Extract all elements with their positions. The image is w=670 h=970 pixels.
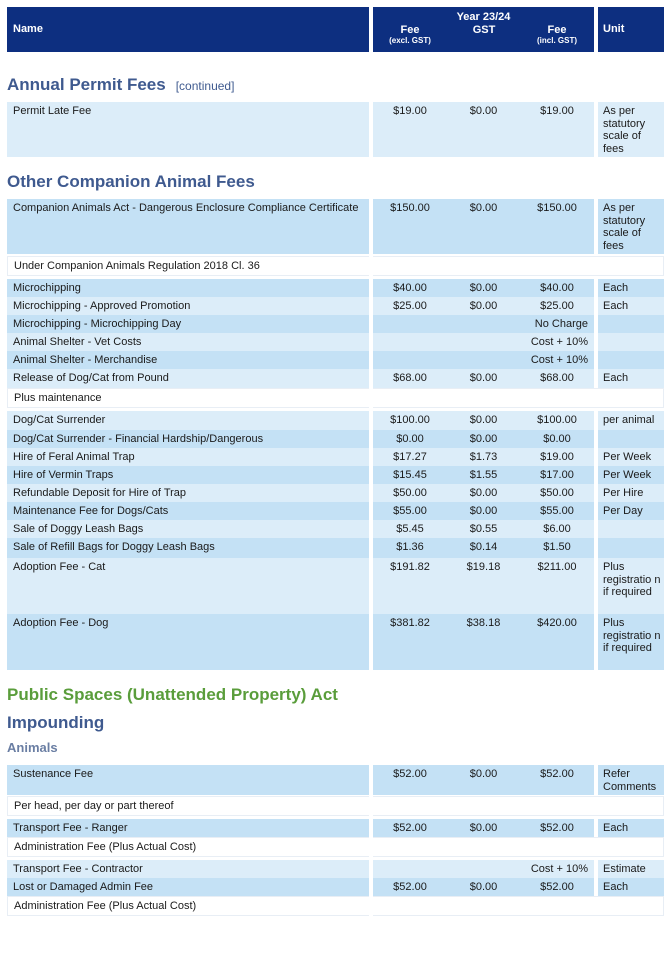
table-row (7, 502, 664, 520)
table-row (7, 430, 664, 448)
row-note: Per head, per day or part thereof (7, 796, 369, 816)
row-fee: $40.00 (373, 279, 447, 297)
table-header (7, 7, 664, 52)
row-fee-incl: $25.00 (520, 297, 594, 315)
row-fee: $5.45 (373, 520, 447, 538)
table-row (7, 448, 664, 466)
table-row (7, 520, 664, 538)
row-note-blank (373, 388, 664, 408)
row-gst: $0.00 (447, 765, 520, 795)
row-fee: $50.00 (373, 484, 447, 502)
row-gst: $0.00 (447, 279, 520, 297)
table-row (7, 315, 664, 333)
row-fee: $52.00 (373, 819, 447, 837)
row-gst: $0.00 (447, 484, 520, 502)
row-fee-incl: $150.00 (520, 199, 594, 254)
row-fee: $150.00 (373, 199, 447, 254)
row-note-blank (373, 256, 664, 276)
row-name: Sale of Refill Bags for Doggy Leash Bags (7, 538, 369, 558)
row-fee: $100.00 (373, 411, 447, 430)
row-name: Adoption Fee - Dog (7, 614, 369, 670)
row-fee: $191.82 (373, 558, 447, 614)
row-gst: $19.18 (447, 558, 520, 614)
row-fee-incl: $420.00 (520, 614, 594, 670)
row-name: Microchipping - Microchipping Day (7, 315, 369, 333)
row-unit: Per Week (598, 448, 664, 466)
row-unit: Refer Comments (598, 765, 664, 795)
row-gst: $0.00 (447, 102, 520, 157)
row-gst: $0.00 (447, 878, 520, 896)
row-fee-incl: $1.50 (520, 538, 594, 558)
row-unit: Estimate (598, 860, 664, 878)
header-fee-incl-label: Fee (547, 24, 567, 36)
row-fee: $0.00 (373, 430, 447, 448)
row-note: Administration Fee (Plus Actual Cost) (7, 896, 369, 916)
row-unit: per animal (598, 411, 664, 430)
table-row-note (7, 837, 664, 857)
row-name: Sale of Doggy Leash Bags (7, 520, 369, 538)
row-name: Companion Animals Act - Dangerous Enclosure Compliance Certificate (7, 199, 369, 254)
row-unit (598, 430, 664, 448)
row-fee: $15.45 (373, 466, 447, 484)
row-fee-incl: $211.00 (520, 558, 594, 614)
row-fee-incl: $0.00 (520, 430, 594, 448)
row-unit (598, 333, 664, 351)
header-fee-label: Fee (400, 24, 420, 36)
header-fee-incl (520, 24, 594, 46)
table-row (7, 411, 664, 430)
row-unit: Per Week (598, 466, 664, 484)
row-fee-span: Cost + 10% (373, 860, 594, 878)
row-note-blank (373, 837, 664, 857)
row-note: Plus maintenance (7, 388, 369, 408)
row-fee-incl: $50.00 (520, 484, 594, 502)
table-row (7, 297, 664, 315)
row-gst: $1.55 (447, 466, 520, 484)
table-row (7, 102, 664, 157)
header-fee-excl (373, 24, 447, 46)
row-gst: $38.18 (447, 614, 520, 670)
row-fee: $1.36 (373, 538, 447, 558)
section-annual-permit-fees (7, 75, 234, 95)
table-row (7, 333, 664, 351)
row-fee-incl: $19.00 (520, 102, 594, 157)
section-animals: Animals (7, 740, 58, 755)
row-name: Transport Fee - Ranger (7, 819, 369, 837)
row-note: Administration Fee (Plus Actual Cost) (7, 837, 369, 857)
table-row (7, 819, 664, 837)
table-row (7, 765, 664, 795)
row-name: Adoption Fee - Cat (7, 558, 369, 614)
row-fee-incl: $19.00 (520, 448, 594, 466)
row-gst: $0.00 (447, 199, 520, 254)
row-fee: $17.27 (373, 448, 447, 466)
header-year: Year 23/24 (456, 11, 511, 23)
table-row (7, 484, 664, 502)
row-unit: Each (598, 878, 664, 896)
header-fee-sub: (excl. GST) (389, 36, 431, 45)
row-unit: Each (598, 819, 664, 837)
row-fee-incl: $17.00 (520, 466, 594, 484)
row-unit: Each (598, 369, 664, 388)
row-fee: $68.00 (373, 369, 447, 388)
section-impounding: Impounding (7, 713, 105, 732)
row-fee-incl: $52.00 (520, 878, 594, 896)
table-row (7, 351, 664, 369)
row-unit: As per statutory scale of fees (598, 199, 664, 254)
row-name: Release of Dog/Cat from Pound (7, 369, 369, 388)
row-gst: $0.00 (447, 297, 520, 315)
table-row (7, 538, 664, 558)
table-row (7, 279, 664, 297)
row-unit: Plus registratio n if required (598, 558, 664, 614)
row-fee: $25.00 (373, 297, 447, 315)
table-row (7, 199, 664, 254)
row-unit (598, 351, 664, 369)
table-row (7, 369, 664, 388)
row-name: Refundable Deposit for Hire of Trap (7, 484, 369, 502)
row-gst: $0.14 (447, 538, 520, 558)
section-public-spaces-act: Public Spaces (Unattended Property) Act (7, 685, 338, 704)
row-unit: Each (598, 297, 664, 315)
row-unit: As per statutory scale of fees (598, 102, 664, 157)
table-row (7, 614, 664, 670)
table-row-note (7, 796, 664, 816)
row-fee: $52.00 (373, 765, 447, 795)
row-fee-span: Cost + 10% (373, 351, 594, 369)
row-gst: $1.73 (447, 448, 520, 466)
header-fee-incl-sub: (incl. GST) (537, 36, 577, 45)
row-fee-incl: $40.00 (520, 279, 594, 297)
row-fee-incl: $55.00 (520, 502, 594, 520)
row-name: Hire of Feral Animal Trap (7, 448, 369, 466)
row-name: Animal Shelter - Merchandise (7, 351, 369, 369)
row-gst: $0.00 (447, 430, 520, 448)
row-name: Animal Shelter - Vet Costs (7, 333, 369, 351)
row-name: Hire of Vermin Traps (7, 466, 369, 484)
row-name: Dog/Cat Surrender (7, 411, 369, 430)
row-name: Maintenance Fee for Dogs/Cats (7, 502, 369, 520)
table-row (7, 878, 664, 896)
row-unit: Plus registratio n if required (598, 614, 664, 670)
section-other-companion-animal-fees: Other Companion Animal Fees (7, 172, 255, 191)
row-unit: Per Day (598, 502, 664, 520)
row-note-blank (373, 896, 664, 916)
row-name: Lost or Damaged Admin Fee (7, 878, 369, 896)
row-gst: $0.00 (447, 411, 520, 430)
row-unit: Per Hire (598, 484, 664, 502)
table-row (7, 860, 664, 878)
table-row-note (7, 256, 664, 276)
row-fee-span: Cost + 10% (373, 333, 594, 351)
row-gst: $0.00 (447, 819, 520, 837)
row-fee: $19.00 (373, 102, 447, 157)
row-fee: $55.00 (373, 502, 447, 520)
row-name: Sustenance Fee (7, 765, 369, 795)
row-fee: $381.82 (373, 614, 447, 670)
table-row-note (7, 896, 664, 916)
row-note-blank (373, 796, 664, 816)
row-fee-incl: $68.00 (520, 369, 594, 388)
row-fee-span: No Charge (373, 315, 594, 333)
row-gst: $0.00 (447, 369, 520, 388)
row-unit (598, 315, 664, 333)
row-name: Dog/Cat Surrender - Financial Hardship/Dangerous (7, 430, 369, 448)
row-gst: $0.00 (447, 502, 520, 520)
row-note: Under Companion Animals Regulation 2018 Cl. 36 (7, 256, 369, 276)
continued-label: [continued] (175, 79, 235, 93)
row-name: Permit Late Fee (7, 102, 369, 157)
row-unit (598, 538, 664, 558)
row-gst: $0.55 (447, 520, 520, 538)
row-name: Transport Fee - Contractor (7, 860, 369, 878)
row-fee-incl: $52.00 (520, 819, 594, 837)
header-name: Name (7, 7, 369, 52)
row-name: Microchipping - Approved Promotion (7, 297, 369, 315)
table-row (7, 466, 664, 484)
row-unit (598, 520, 664, 538)
row-unit: Each (598, 279, 664, 297)
header-gst-label: GST (472, 24, 496, 36)
row-fee-incl: $100.00 (520, 411, 594, 430)
table-row (7, 558, 664, 614)
header-unit: Unit (598, 7, 664, 52)
section-title: Annual Permit Fees (7, 75, 166, 94)
row-fee-incl: $52.00 (520, 765, 594, 795)
row-fee-incl: $6.00 (520, 520, 594, 538)
row-fee: $52.00 (373, 878, 447, 896)
header-year-group (373, 7, 594, 52)
table-row-note (7, 388, 664, 408)
row-name: Microchipping (7, 279, 369, 297)
header-gst (447, 24, 521, 36)
